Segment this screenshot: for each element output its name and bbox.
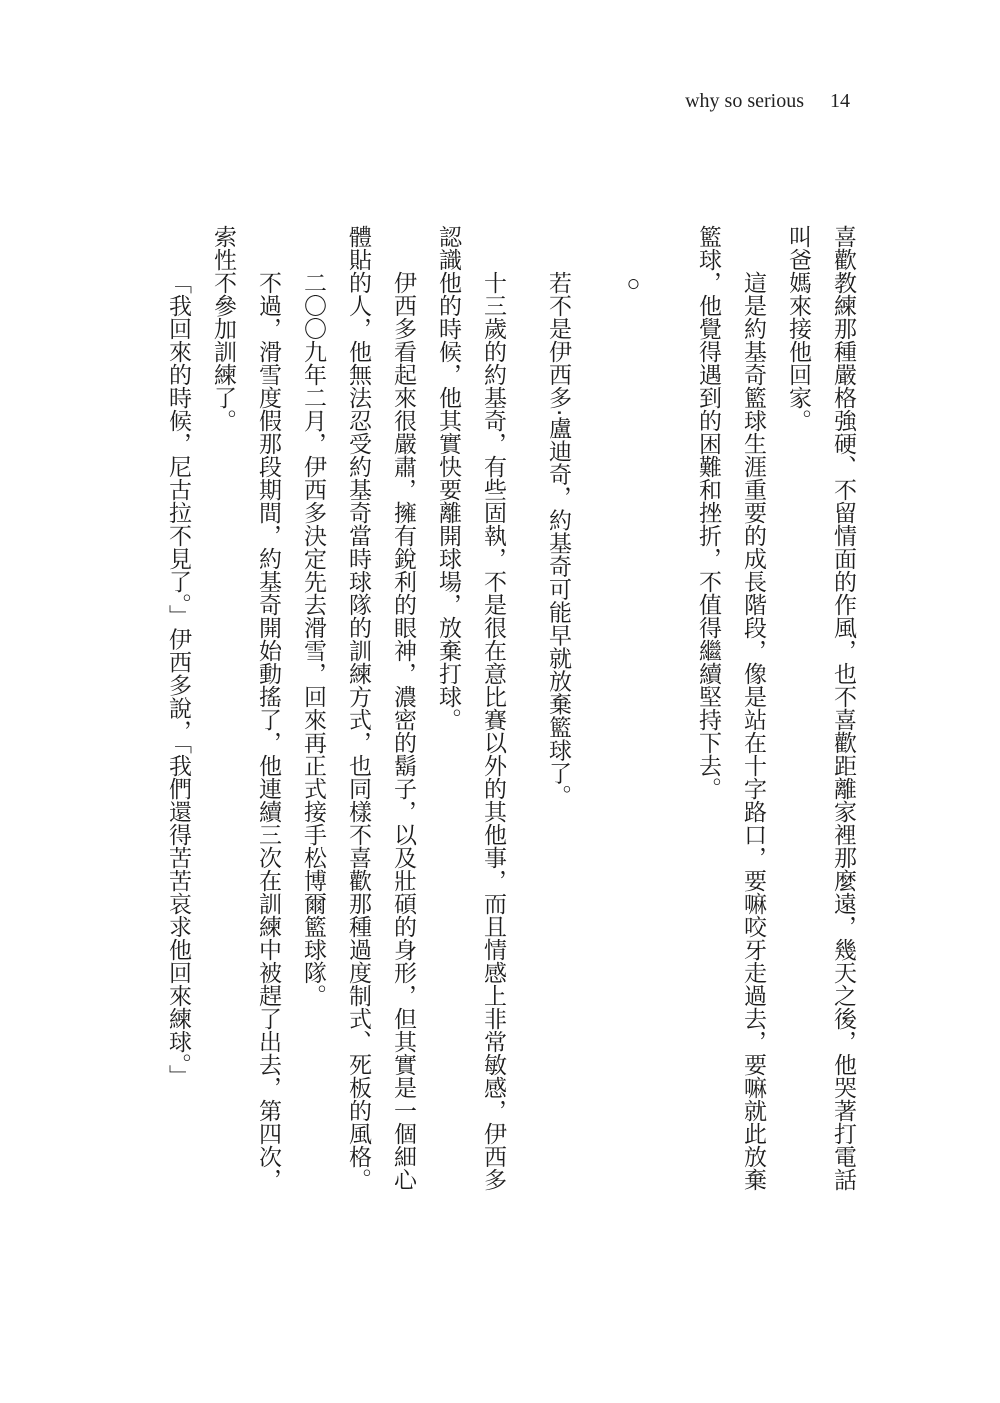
running-head-title: why so serious	[685, 90, 804, 112]
text-column: 叫爸媽來接他回家。	[786, 225, 811, 432]
text-column: 認識他的時候，他其實快要離開球場，放棄打球。	[436, 225, 461, 731]
text-column: 若不是伊西多‧盧迪奇，約基奇可能早就放棄籃球了。	[546, 271, 571, 808]
text-column: 伊西多看起來很嚴肅，擁有銳利的眼神，濃密的鬍子，以及壯碩的身形，但其實是一個細心	[391, 271, 416, 1191]
text-column: 「我回來的時候，尼古拉不見了。」伊西多說，「我們還得苦苦哀求他回來練球。」	[166, 271, 191, 1088]
text-column: 喜歡教練那種嚴格強硬、不留情面的作風，也不喜歡距離家裡那麼遠，幾天之後，他哭著打電話	[831, 225, 856, 1191]
text-column: 十三歲的約基奇，有些固執，不是很在意比賽以外的其他事，而且情感上非常敏感，伊西多	[481, 271, 506, 1191]
text-column: 籃球，他覺得遇到的困難和挫折，不值得繼續堅持下去。	[696, 225, 721, 800]
body-text	[156, 225, 866, 1200]
running-head	[685, 90, 850, 113]
text-column: 二〇〇九年二月，伊西多決定先去滑雪，回來再正式接手松博爾籃球隊。	[301, 271, 326, 1007]
page-number: 14	[830, 90, 850, 112]
text-column: 體貼的人，他無法忍受約基奇當時球隊的訓練方式，也同樣不喜歡那種過度制式、死板的風格。	[346, 225, 371, 1191]
text-column: 這是約基奇籃球生涯重要的成長階段，像是站在十字路口，要嘛咬牙走過去，要嘛就此放棄	[741, 271, 766, 1191]
text-column: 不過，滑雪度假那段期間，約基奇開始動搖了，他連續三次在訓練中被趕了出去，第四次，	[256, 271, 281, 1191]
section-divider-circle: ○	[621, 271, 646, 296]
text-column: 索性不參加訓練了。	[211, 225, 236, 432]
